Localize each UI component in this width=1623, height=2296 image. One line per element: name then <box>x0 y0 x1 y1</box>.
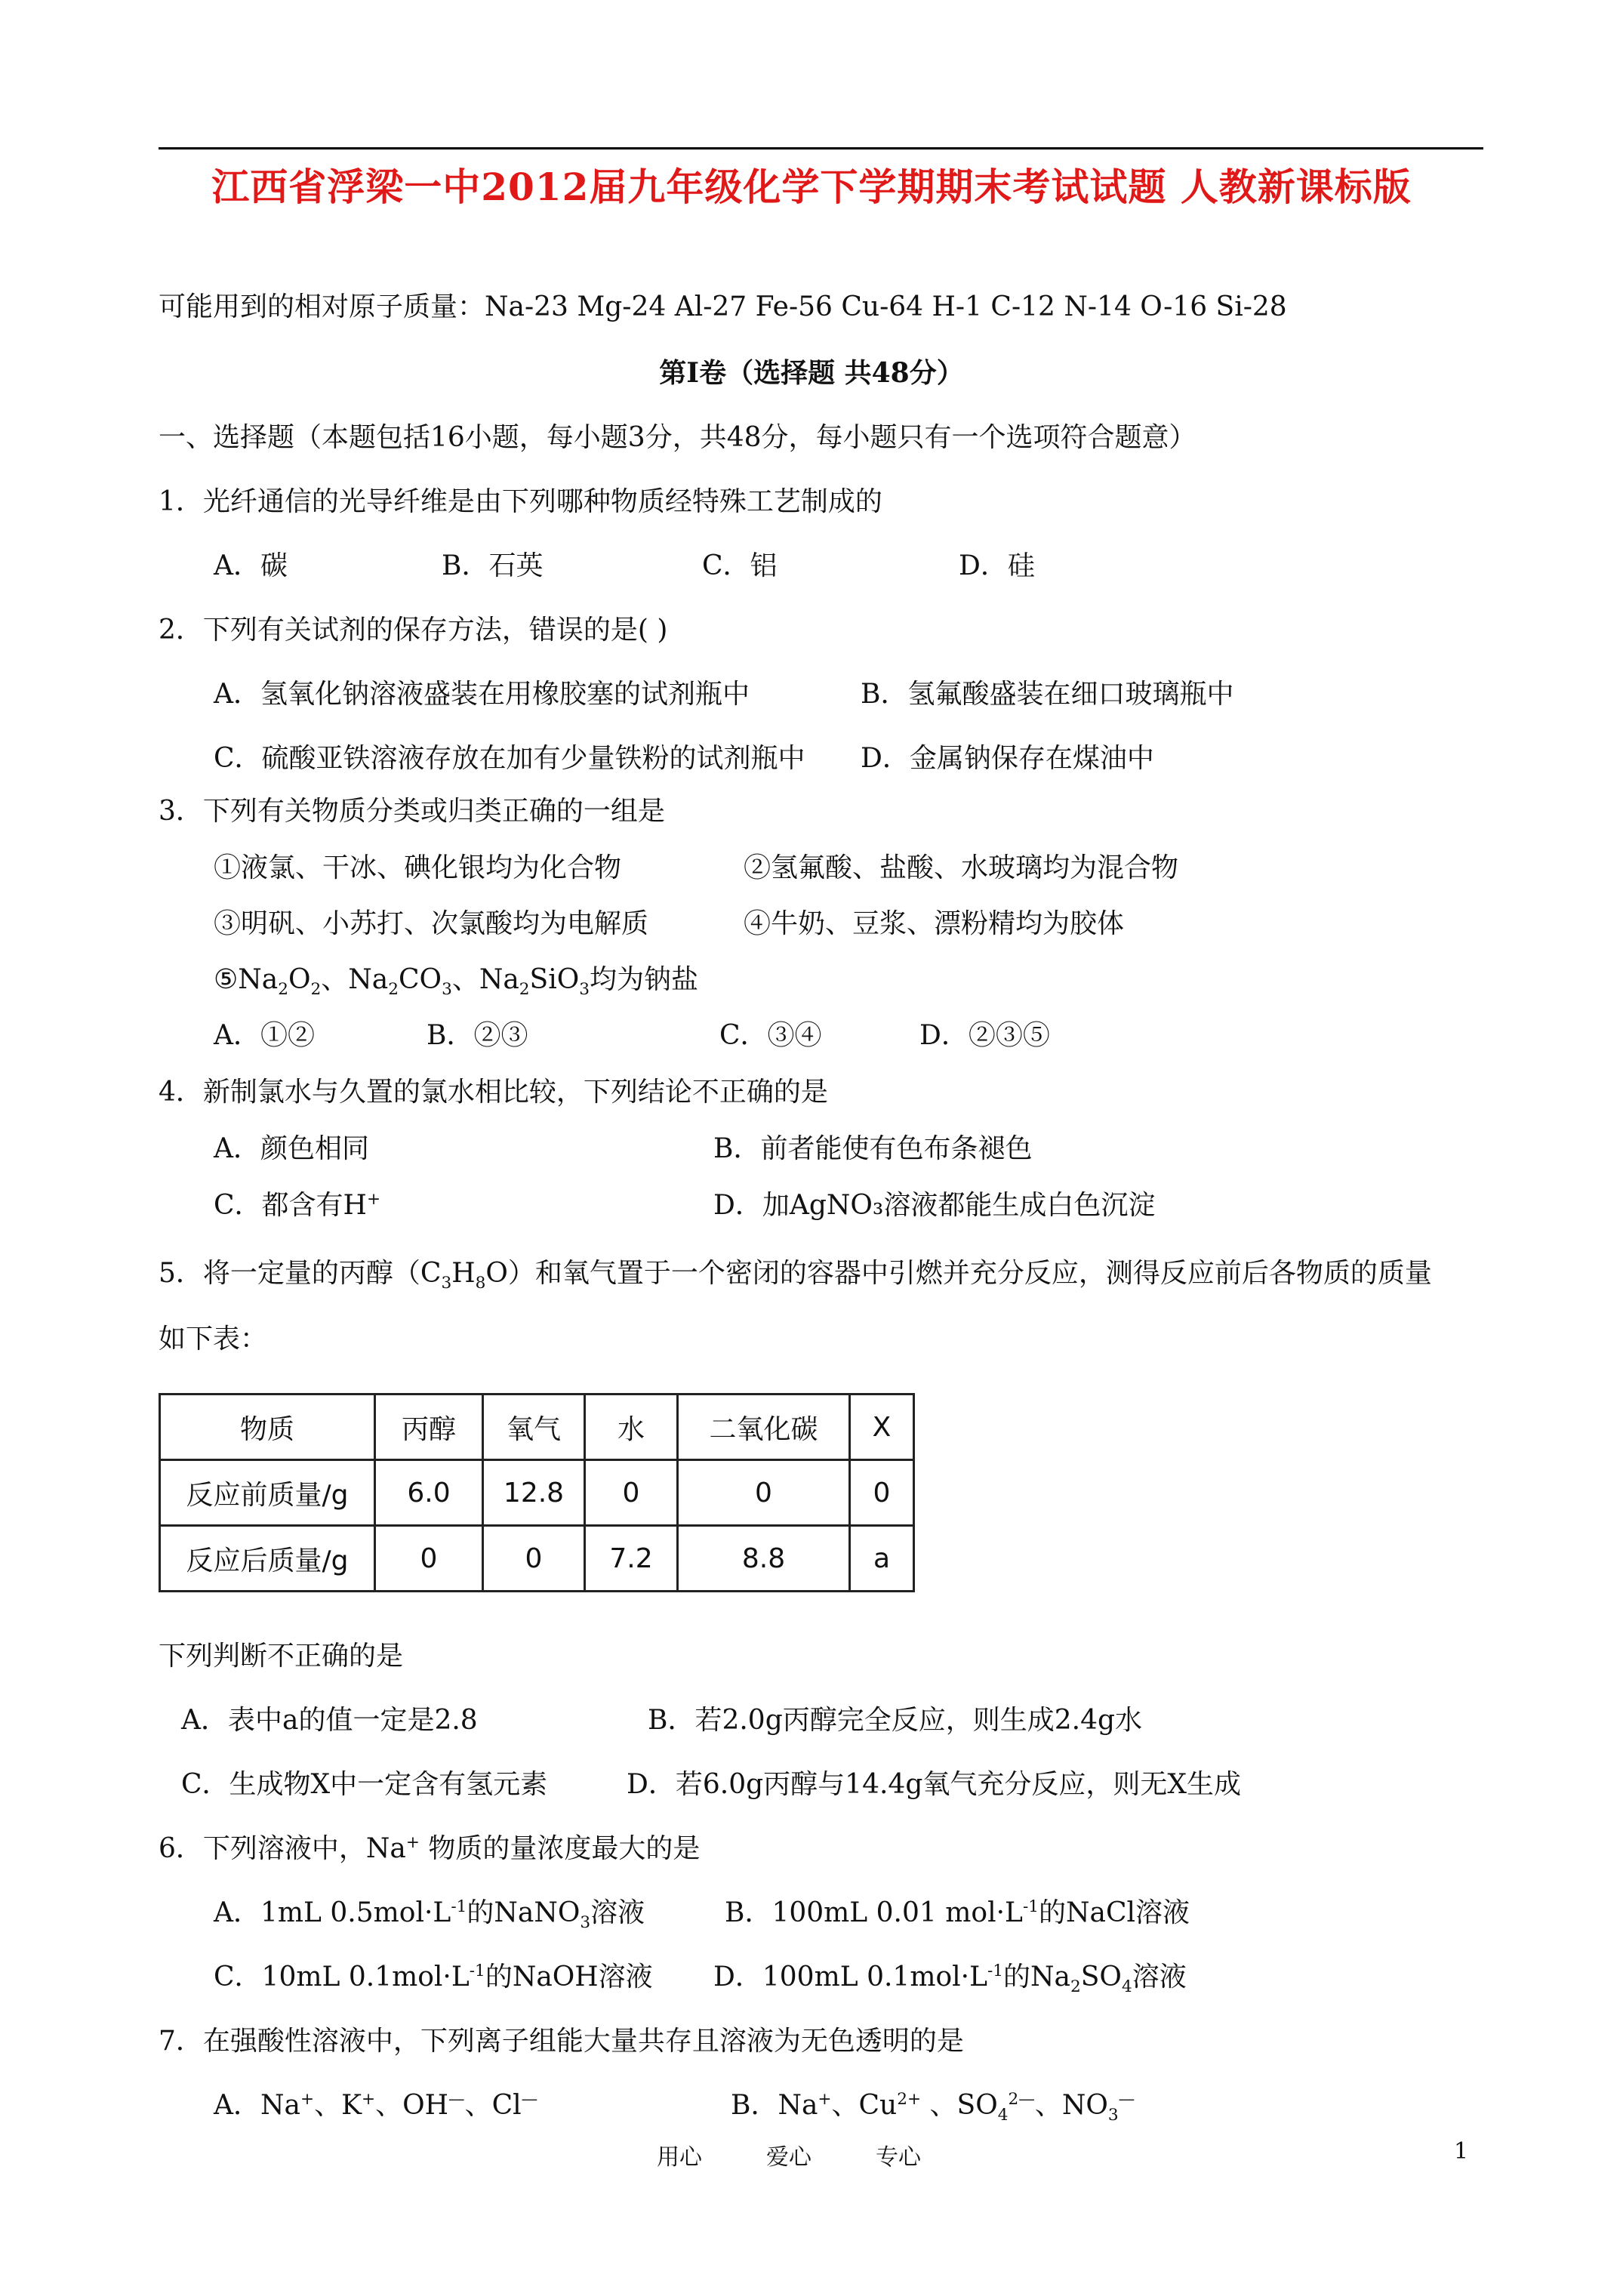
header-rule <box>159 147 1483 149</box>
table-cell: 0 <box>375 1526 483 1592</box>
footer-text-1: 用心 <box>657 2144 702 2171</box>
table-header-cell: 丙醇 <box>375 1395 483 1460</box>
q1-option-d: D．硅 <box>959 550 1035 581</box>
q3-item-1: ①液氯、干冰、碘化银均为化合物 <box>214 852 622 883</box>
table-cell: 0 <box>678 1460 850 1526</box>
q5-option-c: C．生成物X中一定含有氢元素 <box>181 1769 548 1800</box>
question-4-stem: 4．新制氯水与久置的氯水相比较，下列结论不正确的是 <box>159 1077 828 1108</box>
q6-option-d: D．100mL $0.1mol\cdot L^{-1}$的$Na_2SO_4$溶液 <box>713 1962 1187 1997</box>
q2-option-a: A．氢氧化钠溶液盛装在用橡胶塞的试剂瓶中 <box>214 679 750 710</box>
table-cell: a <box>850 1526 914 1592</box>
table-cell: 0 <box>850 1460 914 1526</box>
table-header-cell: 二氧化碳 <box>678 1395 850 1460</box>
table-cell: 反应前质量/g <box>160 1460 375 1526</box>
q1-option-b: B．石英 <box>442 550 544 581</box>
table-cell: 7.2 <box>585 1526 678 1592</box>
footer-text-3: 专心 <box>876 2144 921 2171</box>
q2-option-b: B．氢氟酸盛装在细口玻璃瓶中 <box>861 679 1234 710</box>
q5-option-d: D．若6.0g丙醇与14.4g氧气充分反应，则无X生成 <box>627 1769 1241 1800</box>
q5-option-b: B．若2.0g丙醇完全反应，则生成2.4g水 <box>648 1705 1143 1736</box>
table-cell: 6.0 <box>375 1460 483 1526</box>
section-title: 第Ⅰ卷（选择题 共48分） <box>659 357 964 389</box>
q3-option-b: B．②③ <box>427 1020 528 1051</box>
part-heading: 一、选择题（本题包括16小题，每小题3分，共48分，每小题只有一个选项符合题意） <box>159 422 1196 453</box>
table-cell: 0 <box>585 1460 678 1526</box>
table-header-cell: 物质 <box>160 1395 375 1460</box>
table-cell: 反应后质量/g <box>160 1526 375 1592</box>
q3-item-4: ④牛奶、豆浆、漂粉精均为胶体 <box>744 908 1125 939</box>
page-number: 1 <box>1454 2138 1469 2165</box>
q6-option-b: B．100mL 0.01 $mol\cdot L^{-1}$的NaCl溶液 <box>725 1897 1190 1928</box>
question-1-stem: 1．光纤通信的光导纤维是由下列哪种物质经特殊工艺制成的 <box>159 486 882 517</box>
table-header-row <box>160 1395 914 1460</box>
footer-text-2: 爱心 <box>766 2144 812 2171</box>
q3-item-5: $⑤Na_2O_2$、$Na_2CO_3$、$Na_2SiO_3$均为钠盐 <box>214 964 699 1000</box>
question-7-stem: 7．在强酸性溶液中，下列离子组能大量共存且溶液为无色透明的是 <box>159 2026 964 2057</box>
q3-option-d: D．②③⑤ <box>919 1020 1050 1051</box>
q3-item-2: ②氢氟酸、盐酸、水玻璃均为混合物 <box>744 852 1179 883</box>
q5-judge: 下列判断不正确的是 <box>159 1641 404 1672</box>
q3-option-c: C．③④ <box>719 1020 822 1051</box>
q1-option-a: A．碳 <box>214 550 288 581</box>
q4-option-a: A．颜色相同 <box>214 1133 369 1164</box>
question-3-stem: 3．下列有关物质分类或归类正确的一组是 <box>159 796 665 827</box>
question-2-stem: 2．下列有关试剂的保存方法，错误的是( ) <box>159 615 668 646</box>
q4-option-c: C．都含有H+ <box>214 1190 381 1221</box>
question-5-stem-line2: 如下表： <box>159 1324 268 1354</box>
q3-item-3: ③明矾、小苏打、次氯酸均为电解质 <box>214 908 649 939</box>
q4-option-d: D．加AgNO₃溶液都能生成白色沉淀 <box>713 1190 1156 1221</box>
q7-option-a: A．Na+、K+、OH—、Cl— <box>214 2090 538 2121</box>
q4-option-b: B．前者能使有色布条褪色 <box>713 1133 1033 1164</box>
table-row <box>160 1526 914 1592</box>
q6-option-a: A．1mL $0.5mol\cdot L^{-1}$的NaNO$_3$溶液 <box>214 1897 645 1933</box>
q2-option-c: C．硫酸亚铁溶液存放在加有少量铁粉的试剂瓶中 <box>214 743 805 774</box>
table-cell: 12.8 <box>483 1460 585 1526</box>
table-cell: 0 <box>483 1526 585 1592</box>
atomic-masses: 可能用到的相对原子质量：Na-23 Mg-24 Al-27 Fe-56 Cu-64 H-1 C-12 N-14 O-16 Si-28 <box>159 291 1287 322</box>
q2-option-d: D．金属钠保存在煤油中 <box>861 743 1154 774</box>
question-6-stem: 6．下列溶液中，Na+ 物质的量浓度最大的是 <box>159 1833 701 1864</box>
table-header-cell: 水 <box>585 1395 678 1460</box>
q6-option-c: C．10mL $0.1mol\cdot L^{-1}$的NaOH溶液 <box>214 1962 653 1992</box>
q3-option-a: A．①② <box>214 1020 315 1051</box>
q5-option-a: A．表中a的值一定是2.8 <box>181 1705 478 1736</box>
q7-option-b: B．Na+、$Cu^{2+}$ 、$SO_4^{2—}$、$NO_3^—$ <box>731 2090 1135 2125</box>
page-title: 江西省浮梁一中2012届九年级化学下学期期末考试试题 人教新课标版 <box>211 165 1412 209</box>
table-cell: 8.8 <box>678 1526 850 1592</box>
table-header-cell: 氧气 <box>483 1395 585 1460</box>
q5-data-table <box>159 1393 915 1592</box>
table-row <box>160 1460 914 1526</box>
q1-option-c: C．铝 <box>702 550 778 581</box>
table-header-cell: X <box>850 1395 914 1460</box>
question-5-stem: 5．将一定量的丙醇$(C_3H_8O)$和氧气置于一个密闭的容器中引燃并充分反应，测得反应前后各物质的质量 <box>159 1258 1432 1293</box>
